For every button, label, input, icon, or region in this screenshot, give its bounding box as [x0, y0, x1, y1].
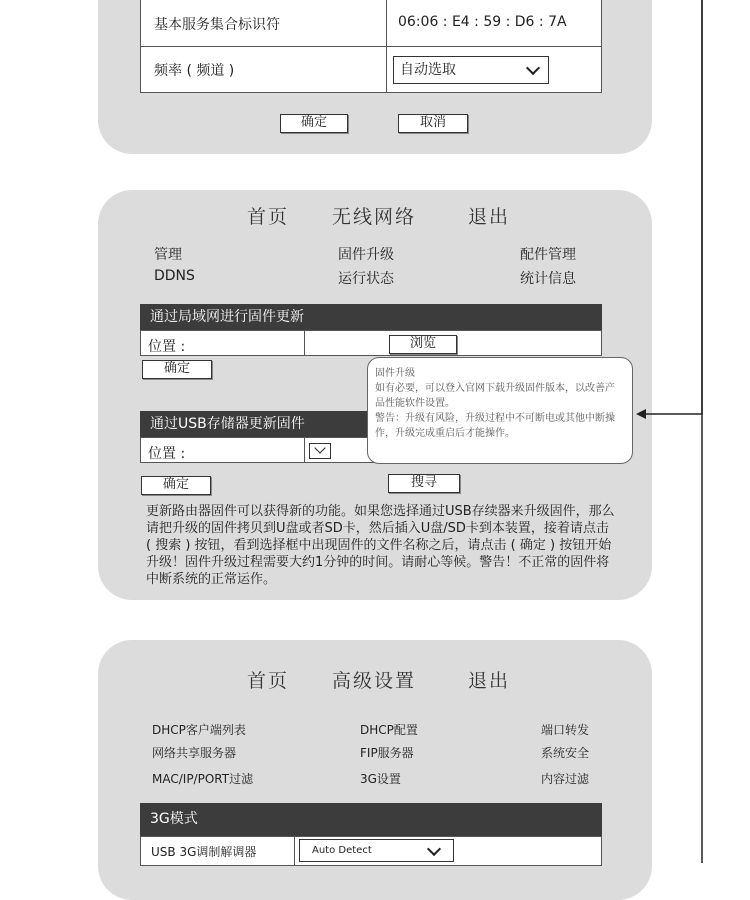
menu-ddns[interactable]: DDNS	[154, 268, 195, 284]
menu-3g-settings[interactable]: 3G设置	[360, 772, 401, 786]
menu-ftp-server[interactable]: FIP服务器	[360, 746, 414, 760]
menu-dhcp-client-list[interactable]: DHCP客户端列表	[152, 723, 246, 737]
frequency-label: 频率 ( 频道 )	[154, 63, 235, 79]
usb-ok-button[interactable]: 确定	[141, 476, 211, 495]
nav-wireless[interactable]: 无线网络	[332, 206, 417, 228]
menu-dhcp-config[interactable]: DHCP配置	[360, 723, 418, 737]
lan-ok-button[interactable]: 确定	[142, 360, 212, 379]
menu-management[interactable]: 管理	[154, 247, 182, 263]
menu-network-share-server[interactable]: 网络共享服务器	[152, 746, 237, 760]
nav-home-2[interactable]: 首页	[247, 670, 290, 692]
menu-accessory-management[interactable]: 配件管理	[520, 247, 576, 263]
frequency-select[interactable]	[393, 56, 549, 84]
bssid-label: 基本服务集合标识符	[154, 17, 280, 33]
menu-mac-ip-port-filter[interactable]: MAC/IP/PORT过滤	[152, 772, 254, 786]
menu-firmware-upgrade[interactable]: 固件升级	[338, 247, 394, 263]
frequency-select-value: 自动选取	[400, 62, 456, 78]
search-button[interactable]: 搜寻	[388, 474, 460, 493]
nav-home[interactable]: 首页	[247, 206, 290, 228]
wifi-cancel-button[interactable]: 取消	[398, 114, 468, 133]
nav-advanced[interactable]: 高级设置	[332, 670, 417, 692]
wifi-ok-button[interactable]: 确定	[280, 114, 348, 133]
chevron-down-icon	[427, 841, 441, 855]
usb-file-select[interactable]	[309, 443, 331, 459]
menu-content-filter[interactable]: 内容过滤	[541, 772, 590, 786]
lan-location-label: 位置 :	[148, 339, 186, 355]
tooltip-title: 固件升级	[375, 368, 415, 379]
tooltip-warning: 警告：升级有风险，升级过程中不可断电或其他中断操作，升级完成重启后才能操作。	[375, 413, 615, 439]
firmware-help-tooltip	[367, 357, 633, 464]
firmware-description: 更新路由器固件可以获得新的功能。如果您选择通过USB存续器来升级固件，那么请把升级的固件拷贝到U盘或者SD卡，然后插入U盘/SD卡到本装置，接着请点击 ( 搜索 ) 按钮，看到选择框中出现固件的文件名称之后，请点击 ( 确定 ) 按钮开始升级！固件升级过程需要大约1分钟的时间。请耐心等候。警告！不正常的固件将中断系统的正常运作。	[146, 504, 615, 587]
usb-update-header-text: 通过USB存储器更新固件	[150, 416, 305, 432]
modem-select[interactable]	[299, 839, 454, 862]
browse-button[interactable]: 浏览	[389, 335, 457, 354]
menu-statistics[interactable]: 统计信息	[520, 271, 576, 287]
nav-logout[interactable]: 退出	[468, 206, 511, 228]
lan-update-header-text: 通过局域网进行固件更新	[150, 309, 304, 325]
chevron-down-icon	[526, 61, 540, 75]
lan-update-header	[140, 304, 602, 330]
3g-mode-header-text: 3G模式	[150, 811, 198, 827]
tooltip-info: 如有必要，可以登入官网下载升级固件版本，以改善产品性能软件设置。	[375, 383, 615, 409]
menu-port-forwarding[interactable]: 端口转发	[541, 723, 590, 737]
usb-location-label: 位置 :	[148, 446, 186, 462]
3g-mode-header	[140, 803, 602, 836]
modem-label: USB 3G调制解调器	[151, 845, 257, 859]
bssid-value: 06:06 : E4 : 59 : D6 : 7A	[398, 14, 567, 30]
menu-run-status[interactable]: 运行状态	[338, 271, 394, 287]
menu-system-security[interactable]: 系统安全	[541, 746, 590, 760]
modem-select-value: Auto Detect	[312, 845, 372, 856]
nav-logout-2[interactable]: 退出	[468, 670, 511, 692]
